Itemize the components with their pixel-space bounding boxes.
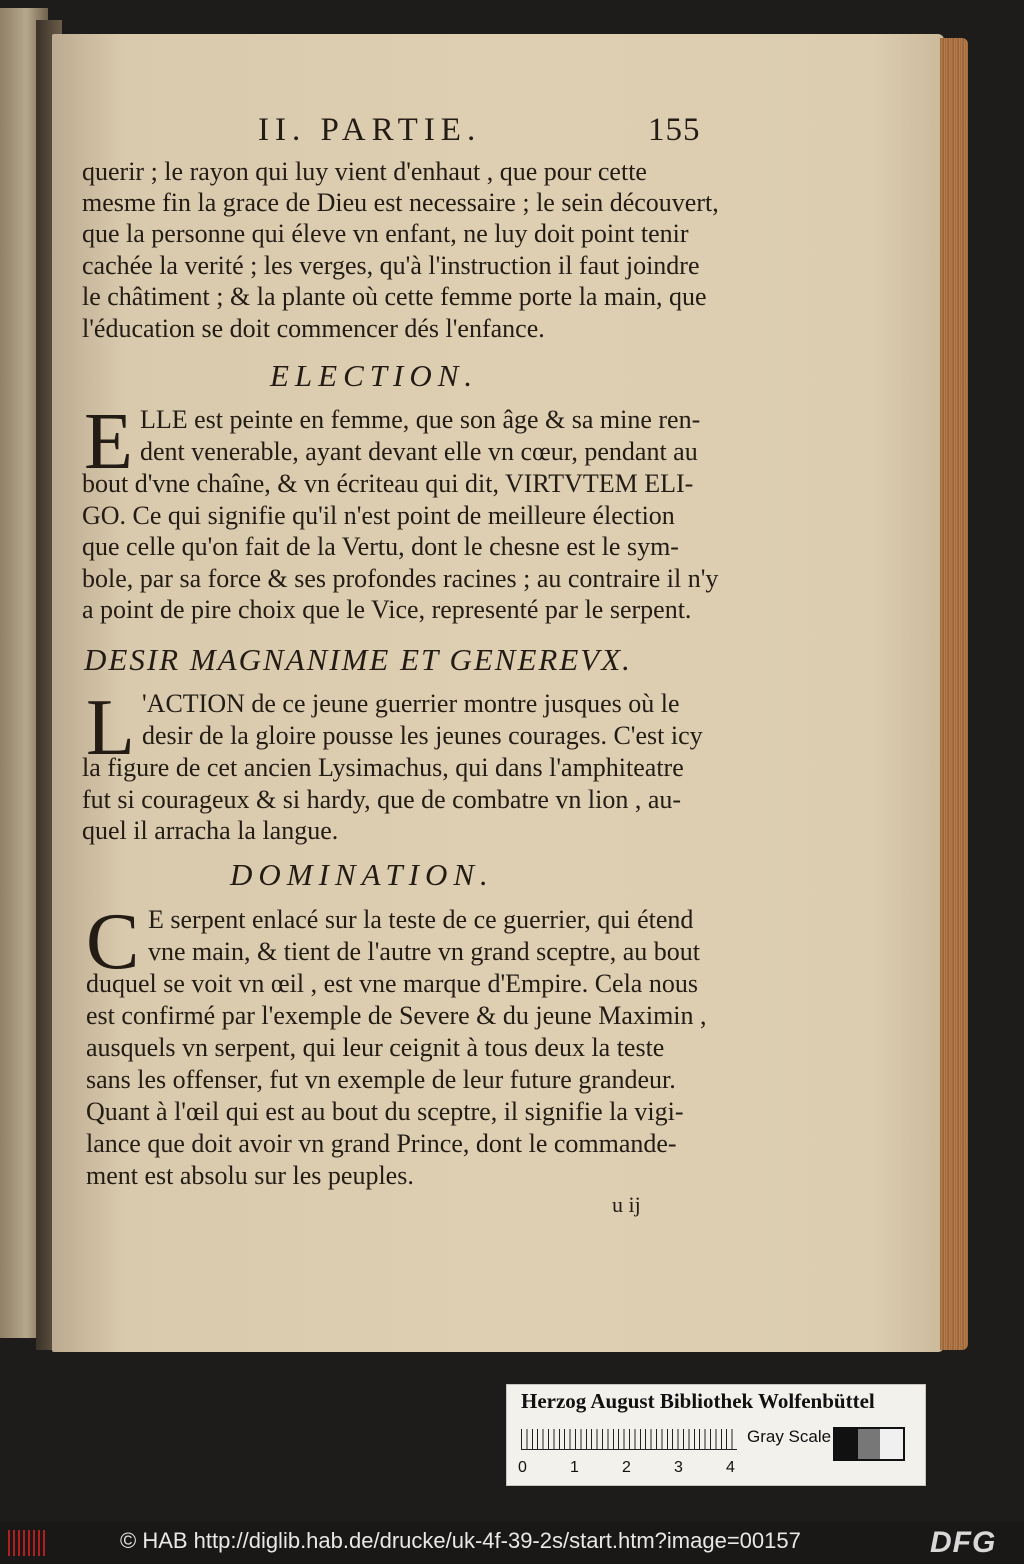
text-line: cachée la verité ; les verges, qu'à l'instruction il faut joindre	[82, 251, 700, 280]
text-line: querir ; le rayon qui luy vient d'enhaut , que pour cette	[82, 157, 647, 186]
text-line: que celle qu'on fait de la Vertu, dont le chesne est le sym-	[82, 532, 679, 561]
signature-mark: u ij	[612, 1192, 641, 1217]
copyright-link[interactable]: © HAB http://diglib.hab.de/drucke/uk-4f-39-2s/start.htm?image=00157	[120, 1528, 801, 1553]
scale-ruler	[521, 1421, 737, 1450]
gray-patch-dark	[835, 1429, 858, 1459]
text-line: quel il arracha la langue.	[82, 816, 339, 845]
text-line: ment est absolu sur les peuples.	[86, 1161, 414, 1190]
section-heading: ELECTION.	[270, 358, 479, 393]
text-line: desir de la gloire pousse les jeunes courages. C'est icy	[142, 721, 703, 750]
ruler-number: 1	[570, 1459, 579, 1476]
text-line: Quant à l'œil qui est au bout du sceptre, il signifie la vigi-	[86, 1097, 684, 1126]
text-line: duquel se voit vn œil , est vne marque d'Empire. Cela nous	[86, 969, 698, 998]
ruler-number: 0	[518, 1459, 527, 1476]
text-line: E serpent enlacé sur la teste de ce guerrier, qui étend	[148, 905, 694, 934]
text-line: vne main, & tient de l'autre vn grand sceptre, au bout	[148, 937, 700, 966]
section-heading: DOMINATION.	[230, 857, 494, 892]
text-line: bout d'vne chaîne, & vn écriteau qui dit, VIRTVTEM ELI-	[82, 469, 694, 498]
text-line: la figure de cet ancien Lysimachus, qui dans l'amphiteatre	[82, 753, 684, 782]
text-line: bole, par sa force & ses profondes racines ; au contraire il n'y	[82, 564, 719, 593]
text-line: que la personne qui éleve vn enfant, ne luy doit point tenir	[82, 219, 689, 248]
section-heading: DESIR MAGNANIME ET GENEREVX.	[84, 642, 632, 677]
text-line: mesme fin la grace de Dieu est necessaire ; le sein découvert,	[82, 188, 719, 217]
text-line: LLE est peinte en femme, que son âge & sa mine ren-	[140, 405, 701, 434]
page-number: 155	[648, 112, 701, 148]
drop-cap: E	[84, 398, 133, 486]
text-line: a point de pire choix que le Vice, representé par le serpent.	[82, 595, 692, 624]
text-line: GO. Ce qui signifie qu'il n'est point de meilleure élection	[82, 501, 675, 530]
drop-cap: L	[86, 684, 135, 772]
text-line: sans les offenser, fut vn exemple de leur future grandeur.	[86, 1065, 676, 1094]
library-name: Herzog August Bibliothek Wolfenbüttel	[521, 1389, 875, 1413]
ruler-number: 2	[622, 1459, 631, 1476]
text-line: ausquels vn serpent, qui leur ceignit à tous deux la teste	[86, 1033, 665, 1062]
drop-cap: C	[86, 898, 140, 986]
text-line: le châtiment ; & la plante où cette femme porte la main, que	[82, 282, 707, 311]
gray-patch-light	[880, 1429, 903, 1459]
gray-scale-label: Gray Scale	[747, 1427, 832, 1446]
text-line: est confirmé par l'exemple de Severe & du jeune Maximin ,	[86, 1001, 707, 1030]
dfg-logo: DFG	[930, 1526, 997, 1559]
gray-scale-swatch	[833, 1427, 905, 1461]
text-line: l'éducation se doit commencer dés l'enfance.	[82, 314, 545, 343]
hab-barcode-icon	[8, 1530, 48, 1556]
gray-patch-mid	[858, 1429, 881, 1459]
footer-bar	[0, 1522, 1024, 1564]
ruler-number: 3	[674, 1459, 683, 1476]
text-line: dent venerable, ayant devant elle vn cœur, pendant au	[140, 437, 698, 466]
text-line: 'ACTION de ce jeune guerrier montre jusques où le	[142, 689, 680, 718]
running-head: II. PARTIE.	[258, 112, 482, 148]
library-label	[506, 1384, 926, 1486]
page-fore-edge	[940, 38, 968, 1350]
text-line: lance que doit avoir vn grand Prince, dont le commande-	[86, 1129, 677, 1158]
ruler-number: 4	[726, 1459, 735, 1476]
text-line: fut si courageux & si hardy, que de combatre vn lion , au-	[82, 785, 682, 814]
